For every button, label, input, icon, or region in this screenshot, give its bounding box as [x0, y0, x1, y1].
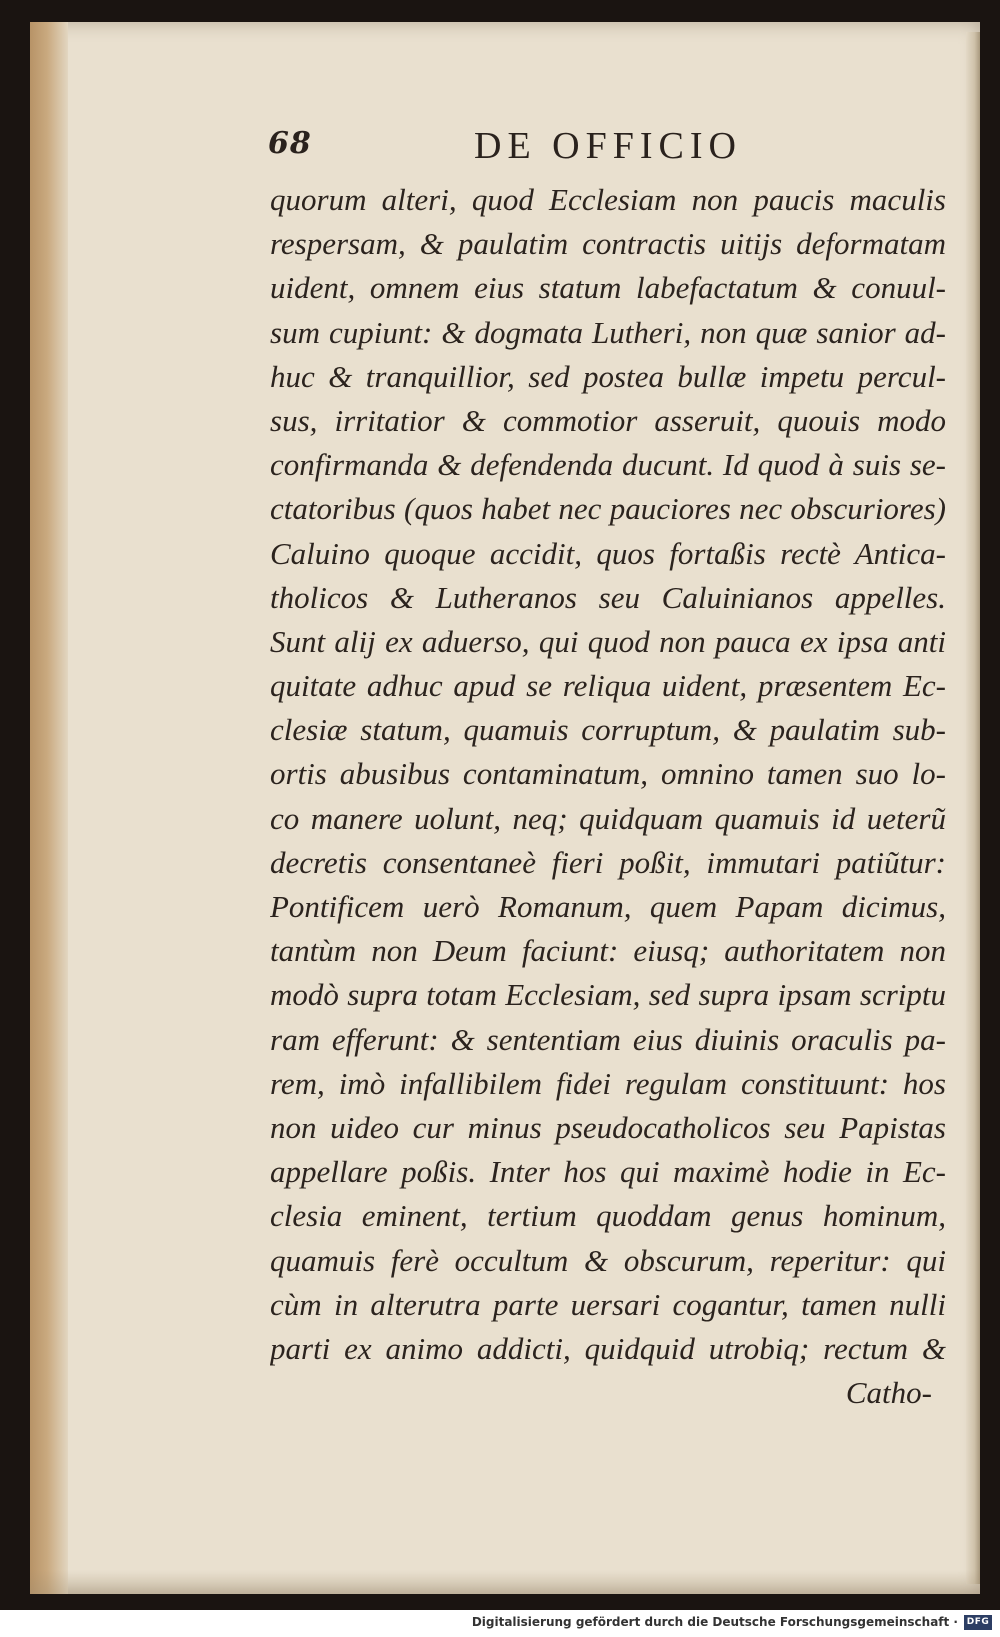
dfg-logo-icon: DFG [964, 1615, 992, 1630]
page-edge [966, 32, 980, 1584]
body-text [270, 178, 946, 1415]
text-line: tantùm non Deum faciunt: eiusq; authoritatem non [270, 933, 946, 969]
text-line: sum cupiunt: & dogmata Lutheri, non quæ sanior ad- [270, 314, 946, 350]
text-line: confirmanda & defendenda ducunt. Id quod à suis se- [270, 447, 946, 483]
running-head-title: DE OFFICIO [474, 125, 742, 167]
text-line: ctatoribus (quos habet nec pauciores nec obscuriores) [270, 491, 946, 527]
page-number: 68 [268, 126, 312, 161]
text-line: Catho- [845, 1375, 932, 1411]
text-line: ram efferunt: & sententiam eius diuinis oraculis pa- [270, 1021, 946, 1057]
text-line: uident, omnem eius statum labefactatum & conuul- [270, 270, 946, 306]
digitization-credit: Digitalisierung gefördert durch die Deutsche Forschungsgemeinschaft · [471, 1615, 958, 1629]
text-line: parti ex animo addicti, quidquid utrobiq; rectum & [270, 1330, 946, 1366]
text-line: huc & tranquillior, sed postea bullæ impetu percul- [270, 358, 946, 394]
text-line: clesia eminent, tertium quoddam genus hominum, [270, 1198, 946, 1234]
text-line: sus, irritatior & commotior asseruit, quouis modo [270, 402, 946, 438]
text-line: cùm in alterutra parte uersari cogantur, tamen nulli [270, 1286, 946, 1322]
text-line: Caluino quoque accidit, quos fortaßis rectè Antica- [270, 535, 946, 571]
text-line: rem, imò infallibilem fidei regulam constituunt: hos [270, 1065, 946, 1101]
text-line: co manere uolunt, neq; quidquam quamuis id ueterũ [270, 800, 946, 836]
text-line: ortis abusibus contaminatum, omnino tamen suo lo- [270, 756, 946, 792]
text-line: non uideo cur minus pseudocatholicos seu Papistas [270, 1109, 946, 1145]
text-line: Pontificem uerò Romanum, quem Papam dicimus, [270, 889, 946, 924]
running-head [268, 122, 948, 176]
text-line: tholicos & Lutheranos seu Caluinianos appelles. [270, 579, 946, 615]
text-line: quitate adhuc apud se reliqua uident, præsentem Ec- [270, 668, 946, 704]
text-line: decretis consentaneè fieri poßit, immutari patiũtur: [270, 844, 946, 880]
text-line: clesiæ statum, quamuis corruptum, & paulatim sub- [270, 712, 946, 748]
text-line: Sunt alij ex aduerso, qui quod non pauca ex ipsa anti [270, 623, 946, 659]
text-line: modò supra totam Ecclesiam, sed supra ipsam scriptu [270, 977, 946, 1013]
text-line: appellare poßis. Inter hos qui maximè hodie in Ec- [270, 1154, 946, 1190]
page-shadow [30, 1570, 980, 1594]
page-gutter [30, 22, 68, 1594]
text-line: quamuis ferè occultum & obscurum, reperitur: qui [270, 1242, 946, 1278]
footer [0, 1610, 1000, 1637]
text-line: quorum alteri, quod Ecclesiam non paucis maculis [270, 182, 946, 217]
text-line: respersam, & paulatim contractis uitijs deformatam [270, 226, 946, 262]
